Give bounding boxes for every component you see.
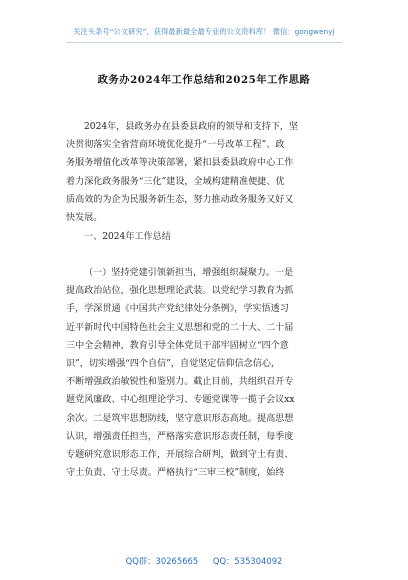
intro-line: 决贯彻落实全省营商环境优化提升“一号改革工程”、政 xyxy=(66,140,285,151)
section-line: （一）坚持党建引领新担当，增强组织凝聚力。一是 xyxy=(84,268,294,278)
intro-line: 着力深化政务服务“三化”建设，全域构建精准便捷、优 xyxy=(66,176,285,187)
intro-paragraph xyxy=(66,118,342,227)
intro-line: 务服务增值化改革等决策部署，紧扣县委县政府中心工作 xyxy=(66,158,294,169)
intro-line: 2024年，县政务办在县委县政府的领导和支持下，坚 xyxy=(84,122,299,132)
section-heading: 一、2024年工作总结 xyxy=(84,232,171,242)
intro-line: 快发展。 xyxy=(66,213,103,224)
section-line: 题党风廉政、中心组理论学习、专题党课等一揽子会议xx xyxy=(66,395,295,406)
header-divider xyxy=(66,42,342,43)
footer xyxy=(0,555,408,567)
document-title: 政务办2024年工作总结和2025年工作思路 xyxy=(97,74,311,86)
section-line: 专题研究意识形态工作，开展综合研判，做到守土有责、 xyxy=(66,450,294,461)
section-line: 认识，增强责任担当，严格落实意识形态责任制，每季度 xyxy=(66,431,294,442)
section-line: 识”，切实增强“四个自信”，自觉坚定信仰信念信心， xyxy=(66,359,281,370)
section-paragraph xyxy=(66,264,342,482)
section-line: 近平新时代中国特色社会主义思想和党的二十大、二十届 xyxy=(66,322,294,333)
section-line: 提高政治站位，强化思想理论武装。以党纪学习教育为抓 xyxy=(66,286,294,297)
footer-qq-group: QQ群：30265665 xyxy=(125,556,199,566)
section-line: 三中全会精神，教育引导全体党员干部牢固树立“四个意 xyxy=(66,340,289,351)
section-line: 手，学深贯通《中国共产党纪律处分条例》，学实悟透习 xyxy=(66,304,289,315)
section-line: 不断增强政治敏锐性和鉴别力。截止目前，共组织召开专 xyxy=(66,377,294,388)
section-line: 守土负责、守土尽责。严格执行“三审三校”制度，始终 xyxy=(66,468,285,479)
footer-qq: QQ：535304092 xyxy=(212,556,283,566)
section-line: 余次。二是筑牢思想防线，坚守意识形态高地。提高思想 xyxy=(66,413,294,424)
intro-line: 质高效的为企为民服务新生态，努力推动政务服务又好又 xyxy=(66,194,294,205)
section-heading-block xyxy=(66,228,342,246)
header-banner: 关注头条号“公文研究”，获得最新最全最专业的公文资料库！ 微信：gongwenyj xyxy=(73,27,335,36)
